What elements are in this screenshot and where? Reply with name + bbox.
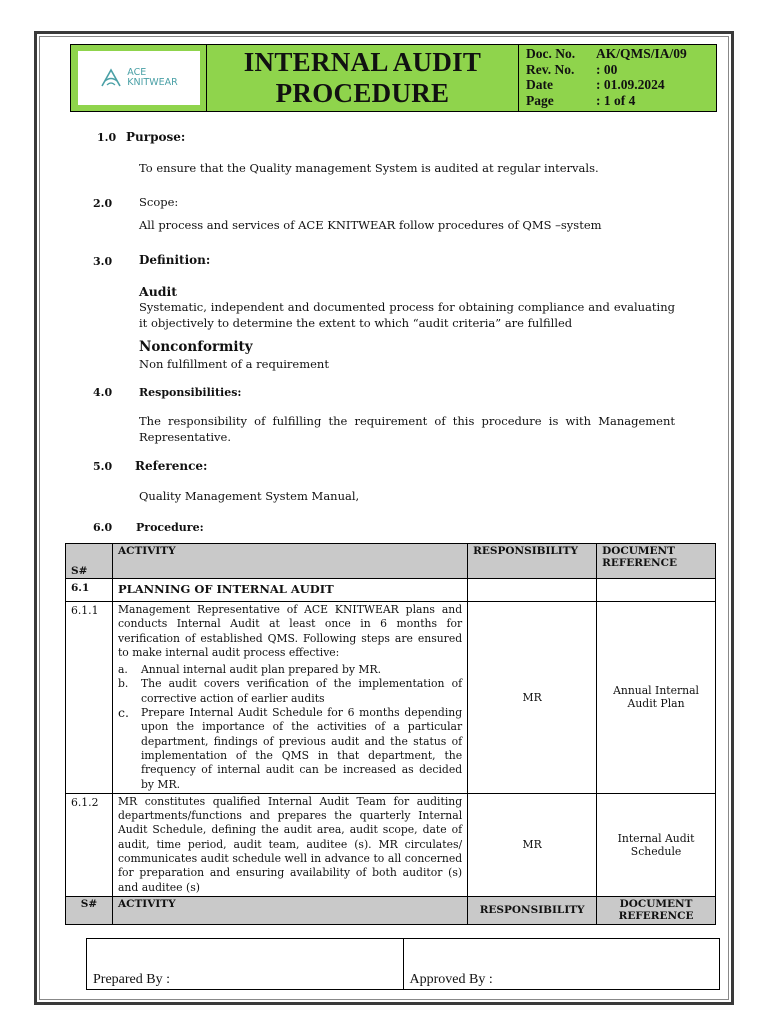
- audit-definition: Systematic, independent and documented process for obtaining compliance and evaluating it objectively to determine the extent to which “audit criteria” are fulfilled: [139, 300, 675, 330]
- footer-document-reference: DOCUMENT REFERENCE: [597, 896, 716, 924]
- row-activity: MR constitutes qualified Internal Audit Team for auditing departments/functions and prepares the quarterly Internal Audit Schedule, defining the audit area, audit scope, date of audit, time period, audit team, auditee (s). MR circulates/ communicates audit schedule well in advance to all concerned for preparation and ensuring availability of both auditor (s) and auditee (s): [112, 793, 467, 896]
- row-sn: 6.1.1: [66, 602, 113, 794]
- row-responsibility: [468, 579, 597, 602]
- date-label: Date: [526, 77, 553, 92]
- footer-responsibility: RESPONSIBILITY: [468, 896, 597, 924]
- page-label: Page: [526, 92, 554, 108]
- procedure-heading: Procedure:: [136, 521, 204, 534]
- list-marker: b.: [117, 677, 129, 691]
- rev-no-value: : 00: [596, 61, 618, 77]
- document-title-line2: PROCEDURE: [275, 78, 450, 108]
- procedure-table: [65, 543, 716, 925]
- list-marker: c.: [117, 705, 129, 721]
- scope-number: 2.0: [93, 197, 113, 210]
- scope-text: All process and services of ACE KNITWEAR follow procedures of QMS –system: [139, 218, 602, 232]
- table-footer-row: [66, 896, 716, 924]
- row-sn: 6.1.2: [66, 793, 113, 896]
- row-document: Annual Internal Audit Plan: [597, 602, 716, 794]
- list-item: [118, 677, 462, 706]
- list-item: [118, 663, 462, 677]
- approved-by-label: Approved By :: [409, 972, 493, 987]
- header-sn: S#: [66, 544, 113, 579]
- ace-knitwear-logo-icon: [99, 66, 123, 90]
- nonconformity-definition: Non fulfillment of a requirement: [139, 357, 329, 371]
- signature-box: [86, 938, 720, 990]
- table-row: [66, 793, 716, 896]
- footer-activity: ACTIVITY: [112, 896, 467, 924]
- row-document: [597, 579, 716, 602]
- table-header-row: [66, 544, 716, 579]
- doc-no-label: Doc. No.: [526, 46, 576, 61]
- logo-cell: [71, 45, 207, 111]
- header-responsibility: RESPONSIBILITY: [468, 544, 597, 579]
- purpose-heading: Purpose:: [126, 130, 186, 144]
- scope-heading: Scope:: [139, 195, 179, 209]
- definition-number: 3.0: [93, 255, 113, 268]
- list-item-text: Prepare Internal Audit Schedule for 6 months depending upon the importance of the activities of a particular department, findings of previous audit and the status of implementation of the QMS in that department, the frequency of internal audit can be increased as decided by MR.: [140, 706, 463, 791]
- logo-text-line2: KNITWEAR: [127, 77, 178, 88]
- purpose-text: To ensure that the Quality management System is audited at regular intervals.: [139, 161, 599, 175]
- responsibilities-heading: Responsibilities:: [139, 386, 242, 399]
- row-responsibility: MR: [468, 602, 597, 794]
- page-value: : 1 of 4: [596, 92, 636, 108]
- list-marker: a.: [117, 663, 128, 677]
- activity-text: Management Representative of ACE KNITWEAR plans and conducts Internal Audit at least once in 6 months for verification of established QMS. Following steps are ensured to make internal audit process effective:: [117, 603, 463, 659]
- list-item: [118, 706, 462, 792]
- approved-by-cell: [403, 939, 720, 989]
- row-activity: PLANNING OF INTERNAL AUDIT: [112, 579, 467, 602]
- responsibilities-text: The responsibility of fulfilling the requirement of this procedure is with Management Representative.: [139, 414, 675, 444]
- footer-sn: S#: [66, 896, 113, 924]
- activity-steps: [118, 663, 462, 792]
- row-responsibility: MR: [468, 793, 597, 896]
- row-sn: 6.1: [66, 579, 113, 602]
- document-meta: [519, 45, 716, 111]
- table-row: [66, 579, 716, 602]
- header-document-reference: DOCUMENT REFERENCE: [597, 544, 716, 579]
- table-row: [66, 602, 716, 794]
- reference-heading: Reference:: [135, 459, 208, 473]
- title-cell: [207, 45, 519, 111]
- list-item-text: Annual internal audit plan prepared by MR.: [140, 663, 381, 677]
- prepared-by-cell: [87, 939, 403, 989]
- reference-text: Quality Management System Manual,: [139, 489, 360, 503]
- audit-term: Audit: [139, 284, 178, 299]
- header-activity: ACTIVITY: [112, 544, 467, 579]
- procedure-number: 6.0: [93, 521, 113, 534]
- prepared-by-label: Prepared By :: [93, 972, 170, 987]
- responsibilities-number: 4.0: [93, 386, 113, 399]
- date-value: : 01.09.2024: [596, 77, 665, 92]
- document-title-line1: INTERNAL AUDIT: [243, 47, 482, 77]
- logo-text-line1: ACE: [127, 67, 147, 78]
- purpose-number: 1.0: [97, 131, 117, 144]
- rev-no-label: Rev. No.: [526, 61, 575, 77]
- list-item-text: The audit covers verification of the implementation of corrective action of earlier audits: [140, 677, 463, 705]
- definition-heading: Definition:: [139, 253, 211, 267]
- document-header: [70, 44, 717, 112]
- row-activity: [112, 602, 467, 794]
- reference-number: 5.0: [93, 460, 113, 473]
- company-logo: [78, 51, 200, 105]
- doc-no-value: AK/QMS/IA/09: [596, 46, 687, 61]
- row-document: Internal Audit Schedule: [597, 793, 716, 896]
- nonconformity-term: Nonconformity: [139, 339, 253, 355]
